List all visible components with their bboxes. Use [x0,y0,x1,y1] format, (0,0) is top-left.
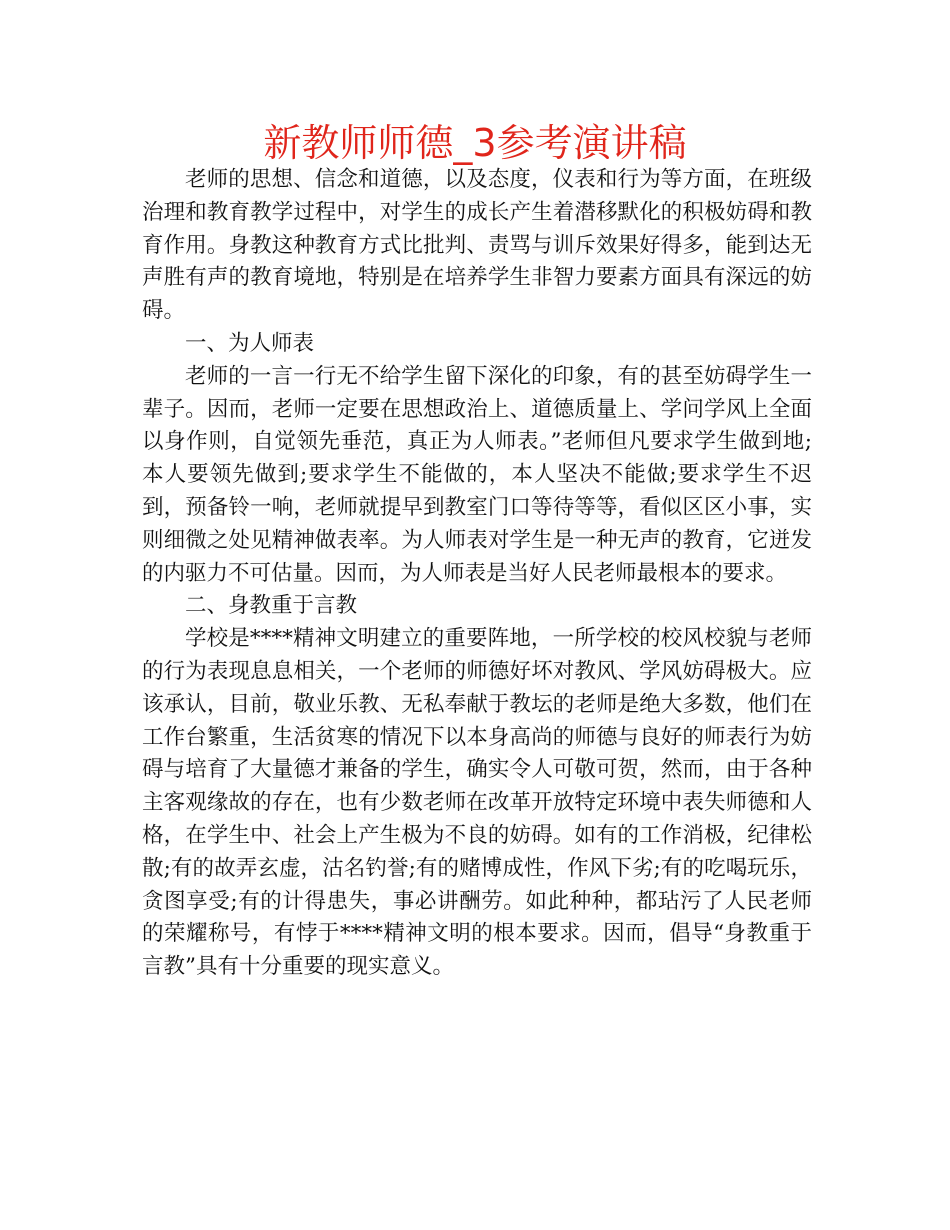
section-1-paragraph: 老师的一言一行无不给学生留下深化的印象，有的甚至妨碍学生一辈子。因而，老师一定要在思想政治上、道德质量上、学问学风上全面以身作则，自觉领先垂范，真正为人师表。”老师但凡要求学生做到地;本人要领先做到;要求学生不能做的，本人坚决不能做;要求学生不迟到，预备铃一响，老师就提早到教室门口等待等等，看似区区小事，实则细微之处见精神做表率。为人师表对学生是一种无声的教育，它迸发的内驱力不可估量。因而，为人师表是当好人民老师最根本的要求。 [142,363,812,586]
section-heading-2: 二、身教重于言教 [185,593,358,619]
section-heading-1: 一、为人师表 [185,330,315,356]
document-title: 新教师师德_3参考演讲稿 [263,121,687,165]
intro-paragraph: 老师的思想、信念和道德，以及态度，仪表和行为等方面，在班级治理和教育教学过程中，对学生的成长产生着潜移默化的积极妨碍和教育作用。身教这种教育方式比批判、责骂与训斥效果好得多，能到达无声胜有声的教育境地，特别是在培养学生非智力要素方面具有深远的妨碍。 [142,167,812,324]
section-2-paragraph: 学校是****精神文明建立的重要阵地，一所学校的校风校貌与老师的行为表现息息相关，一个老师的师德好坏对教风、学风妨碍极大。应该承认，目前，敬业乐教、无私奉献于教坛的老师是绝大多数，他们在工作台繁重，生活贫寒的情况下以本身高尚的师德与良好的师表行为妨碍与培育了大量德才兼备的学生，确实令人可敬可贺，然而，由于各种主客观缘故的存在，也有少数老师在改革开放特定环境中表失师德和人格，在学生中、社会上产生极为不良的妨碍。如有的工作消极，纪律松散;有的故弄玄虚，沽名钓誉;有的赌博成性，作风下劣;有的吃喝玩乐，贪图享受;有的计得患失，事必讲酬劳。如此种种，都玷污了人民老师的荣耀称号，有悖于****精神文明的根本要求。因而，倡导“身教重于言教”具有十分重要的现实意义。 [142,626,812,980]
document-body [142,164,812,984]
